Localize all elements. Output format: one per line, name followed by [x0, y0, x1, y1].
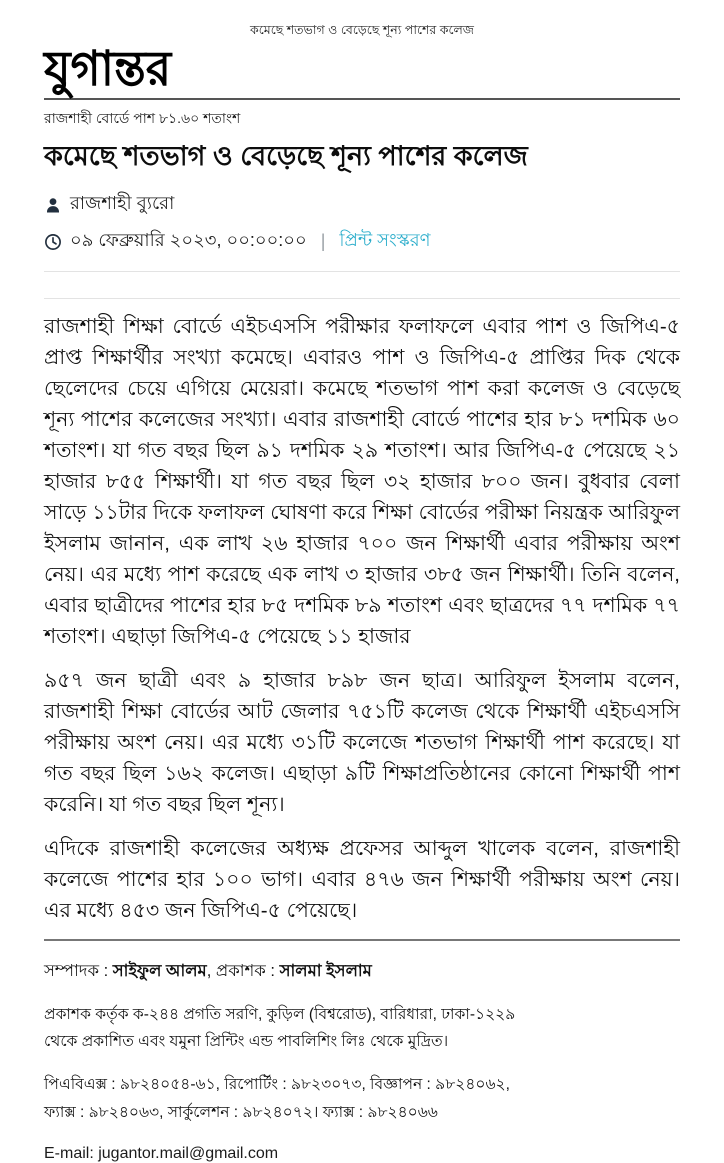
article-kicker: রাজশাহী বোর্ডে পাশ ৮১.৬০ শতাংশ — [44, 110, 241, 126]
publish-time-row — [44, 226, 680, 257]
phone-line-2: ফ্যাক্স : ৯৮২৪০৬৩, সার্কুলেশন : ৯৮২৪০৭২। ফ্যাক্স : ৯৮২৪০৬৬ — [44, 1104, 438, 1121]
article-headline: কমেছে শতভাগ ও বেড়েছে শূন্য পাশের কলেজ — [44, 141, 528, 171]
jugantor-logo[interactable]: যুগান্তর — [44, 39, 171, 97]
body-paragraph-2: ৯৫৭ জন ছাত্রী এবং ৯ হাজার ৮৯৮ জন ছাত্র। আরিফুল ইসলাম বলেন, রাজশাহী শিক্ষা বোর্ডের আট জেলার ৭৫১টি কলেজ থেকে শিক্ষার্থী এইচএসসি পরীক্ষায় অংশ নেয়। এর মধ্যে ৩১টি কলেজে শতভাগ শিক্ষার্থী পাশ করেছে। যা গত বছর ছিল ১৬২ কলেজ। এছাড়া ৯টি শিক্ষাপ্রতিষ্ঠানের কোনো শিক্ষার্থী পাশ করেনি। যা গত বছর ছিল শূন্য। — [44, 669, 680, 816]
editor-name: সাইফুল আলম — [112, 962, 207, 980]
author-row — [44, 189, 680, 220]
masthead — [44, 39, 680, 97]
person-icon — [44, 196, 62, 214]
contact-email[interactable]: E-mail: jugantor.mail@gmail.com — [44, 1145, 279, 1162]
print-page-header: কমেছে শতভাগ ও বেড়েছে শূন্য পাশের কলেজ — [250, 23, 474, 37]
publish-timestamp: ০৯ ফেব্রুয়ারি ২০২৩, ০০:০০:০০ — [70, 230, 307, 250]
meta-divider-bottom — [44, 298, 680, 299]
footer-divider — [44, 939, 680, 941]
meta-divider-top — [44, 271, 680, 272]
body-paragraph-3: এদিকে রাজশাহী কলেজের অধ্যক্ষ প্রফেসর আব্দুল খালেক বলেন, রাজশাহী কলেজে পাশের হার ১০০ ভাগ। এবার ৪৭৬ জন শিক্ষার্থী পরীক্ষায় অংশ নেয়। এর মধ্যে ৪৫৩ জন জিপিএ-৫ পেয়েছে। — [44, 837, 680, 922]
article-page — [0, 40, 724, 1163]
author-name: রাজশাহী ব্যুরো — [70, 193, 175, 213]
publisher-name: সালমা ইসলাম — [279, 962, 372, 980]
masthead-divider — [44, 98, 680, 100]
editor-publisher-separator: , — [206, 962, 216, 980]
print-edition-link[interactable]: প্রিন্ট সংস্করণ — [339, 230, 431, 250]
meta-separator: | — [320, 231, 326, 251]
address-line-1: প্রকাশক কর্তৃক ক-২৪৪ প্রগতি সরণি, কুড়িল (বিশ্বরোড), বারিধারা, ঢাকা-১২২৯ — [44, 1006, 516, 1023]
editor-label: সম্পাদক : — [44, 962, 113, 980]
phone-line-1: পিএবিএক্স : ৯৮২৪০৫৪-৬১, রিপোর্টিং : ৯৮২৩০৭৩, বিজ্ঞাপন : ৯৮২৪০৬২, — [44, 1076, 510, 1093]
address-line-2: থেকে প্রকাশিত এবং যমুনা প্রিন্টিং এন্ড পাবলিশিং লিঃ থেকে মুদ্রিত। — [44, 1033, 449, 1050]
body-paragraph-1: রাজশাহী শিক্ষা বোর্ডে এইচএসসি পরীক্ষার ফলাফলে এবার পাশ ও জিপিএ-৫ প্রাপ্ত শিক্ষার্থীর সংখ্যা কমেছে। এবারও পাশ ও জিপিএ-৫ প্রাপ্তির দিক থেকে ছেলেদের চেয়ে এগিয়ে মেয়েরা। কমেছে শতভাগ পাশ করা কলেজ ও বেড়েছে শূন্য পাশের কলেজের সংখ্যা। এবার রাজশাহী বোর্ডে পাশের হার ৮১ দশমিক ৬০ শতাংশ। যা গত বছর ছিল ৯১ দশমিক ২৯ শতাংশ। আর জিপিএ-৫ পেয়েছে ২১ হাজার ৮৫৫ শিক্ষার্থী। যা গত বছর ছিল ৩২ হাজার ৮০০ জন। বুধবার বেলা সাড়ে ১১টার দিকে ফলাফল ঘোষণা করে শিক্ষা বোর্ডের পরীক্ষা নিয়ন্ত্রক আরিফুল ইসলাম জানান, এক লাখ ২৬ হাজার ৭০০ জন শিক্ষার্থী এবার পরীক্ষায় অংশ নেয়। এর মধ্যে পাশ করেছে এক লাখ ৩ হাজার ৩৮৫ জন শিক্ষার্থী। তিনি বলেন, এবার ছাত্রীদের পাশের হার ৮৫ দশমিক ৮৯ শতাংশ এবং ছাত্রদের ৭৭ দশমিক ৭৭ শতাংশ। এছাড়া জিপিএ-৫ পেয়েছে ১১ হাজার — [44, 315, 680, 648]
clock-icon — [44, 233, 62, 251]
contact-phones — [44, 1071, 680, 1127]
publisher-address — [44, 1001, 680, 1055]
article-body — [44, 311, 680, 926]
publisher-label: প্রকাশক : — [215, 962, 280, 980]
editor-publisher-line — [44, 958, 680, 985]
